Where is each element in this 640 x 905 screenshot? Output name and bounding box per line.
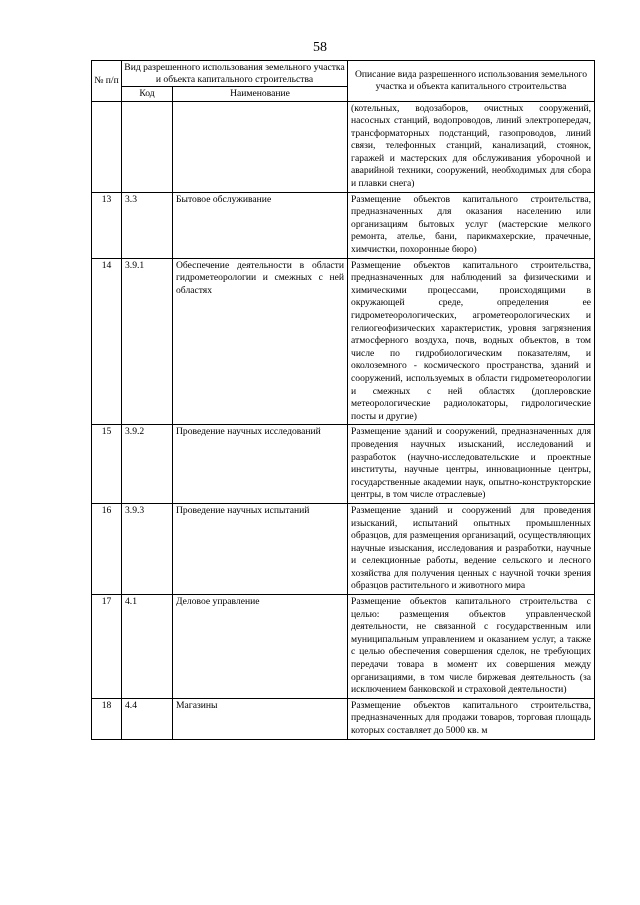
header-group: Вид разрешенного использования земельного участка и объекта капитального строительства bbox=[122, 61, 348, 87]
table-row bbox=[92, 192, 595, 258]
table-row bbox=[92, 595, 595, 699]
header-code: Код bbox=[122, 87, 173, 102]
row-num: 13 bbox=[92, 192, 122, 258]
row-description: Размещение объектов капитального строительства, предназначенных для продажи товаров, торговая площадь которых составляет до 5000 кв. м bbox=[348, 698, 595, 739]
row-num bbox=[92, 101, 122, 192]
row-num: 18 bbox=[92, 698, 122, 739]
row-description: Размещение объектов капитального строительства, предназначенных для оказания населению или организациям бытовых услуг (мастерские мелкого ремонта, ателье, бани, парикмахерские, прачечные, химчистки, похоронные бюро) bbox=[348, 192, 595, 258]
row-name: Проведение научных испытаний bbox=[173, 503, 348, 594]
table-header-row bbox=[92, 61, 595, 87]
row-code bbox=[122, 101, 173, 192]
header-description: Описание вида разрешенного использования земельного участка и объекта капитального строительства bbox=[348, 61, 595, 102]
table-row bbox=[92, 425, 595, 504]
header-name: Наименование bbox=[173, 87, 348, 102]
row-description: Размещение объектов капитального строительства, предназначенных для наблюдений за физическими и химическими процессами, происходящими в окружающей среде, определения ее гидрометеорологических, агрометеорологических и гелиогеофизических характеристик, уровня загрязнения атмосферного воздуха, почв, водных объектов, в том числе по гидробиологическим показателям, и околоземного - космического пространства, зданий и сооружений, используемых в области гидрометеорологии и смежных с ней областях (доплеровские метеорологические радиолокаторы, гидрологические посты и другие) bbox=[348, 258, 595, 425]
row-num: 17 bbox=[92, 595, 122, 699]
table-row bbox=[92, 698, 595, 739]
row-name bbox=[173, 101, 348, 192]
land-use-table bbox=[91, 60, 595, 740]
row-code: 4.1 bbox=[122, 595, 173, 699]
row-code: 3.9.3 bbox=[122, 503, 173, 594]
page-number: 58 bbox=[313, 40, 327, 55]
row-code: 3.3 bbox=[122, 192, 173, 258]
row-code: 3.9.1 bbox=[122, 258, 173, 425]
table-row bbox=[92, 258, 595, 425]
table-row bbox=[92, 503, 595, 594]
row-code: 3.9.2 bbox=[122, 425, 173, 504]
row-name: Бытовое обслуживание bbox=[173, 192, 348, 258]
row-code: 4.4 bbox=[122, 698, 173, 739]
row-name: Магазины bbox=[173, 698, 348, 739]
row-description: Размещение зданий и сооружений, предназначенных для проведения научных изысканий, исследований и разработок (научно-исследовательские и проектные институты, научные центры, инновационные центры, государственные академии наук, опытно-конструкторские центры, в том числе отраслевые) bbox=[348, 425, 595, 504]
row-name: Деловое управление bbox=[173, 595, 348, 699]
row-name: Обеспечение деятельности в области гидрометеорологии и смежных с ней областях bbox=[173, 258, 348, 425]
row-name: Проведение научных исследований bbox=[173, 425, 348, 504]
row-description: Размещение объектов капитального строительства с целью: размещения объектов управленческой деятельности, не связанной с государственным или муниципальным управлением и оказанием услуг, а также с целью обеспечения совершения сделок, не требующих передачи товара в момент их совершения между организациями, в том числе биржевая деятельность (за исключением банковской и страховой деятельности) bbox=[348, 595, 595, 699]
header-num: № п/п bbox=[92, 61, 122, 102]
row-num: 15 bbox=[92, 425, 122, 504]
row-num: 14 bbox=[92, 258, 122, 425]
row-description: Размещение зданий и сооружений для проведения изысканий, испытаний опытных промышленных образцов, для размещения организаций, осуществляющих научные изыскания, исследования и разработки, научные и селекционные работы, ведение сельского и лесного хозяйства для получения ценных с научной точки зрения образцов растительного и животного мира bbox=[348, 503, 595, 594]
row-num: 16 bbox=[92, 503, 122, 594]
table-row bbox=[92, 101, 595, 192]
row-description: (котельных, водозаборов, очистных сооружений, насосных станций, водопроводов, линий электропередач, трансформаторных подстанций, газопроводов, линий связи, телефонных станций, канализаций, стоянок, гаражей и мастерских для обслуживания уборочной и аварийной техники, сооружений, необходимых для сбора и плавки снега) bbox=[348, 101, 595, 192]
